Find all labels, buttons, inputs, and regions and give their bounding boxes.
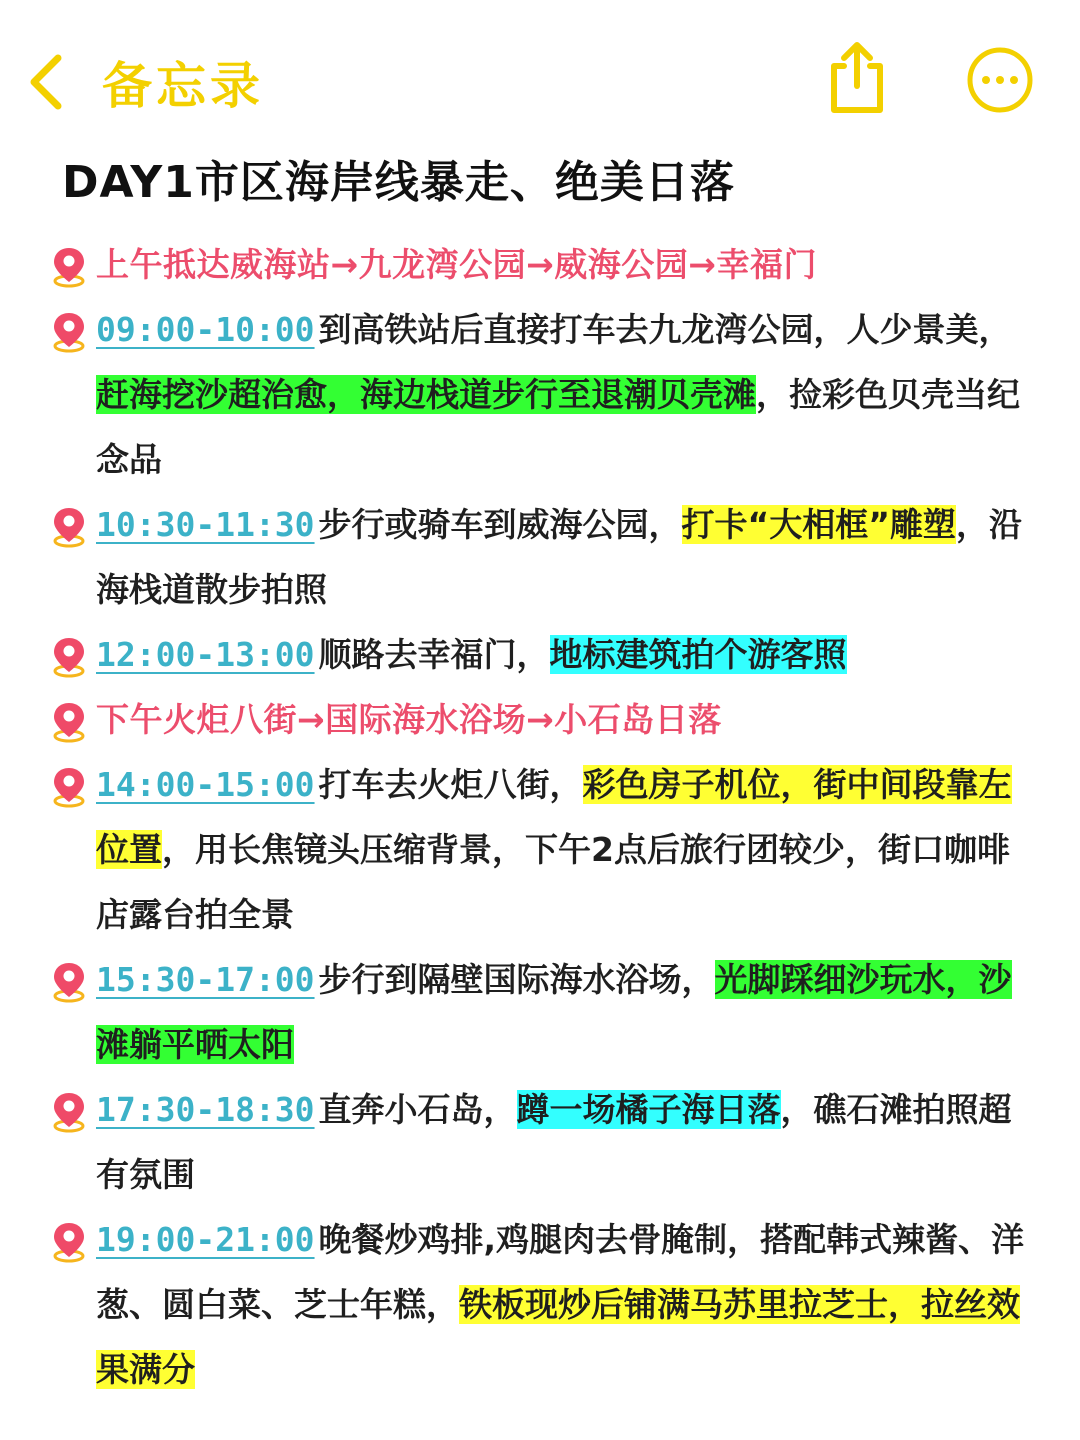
highlight-text: 蹲一场橘子海日落: [516, 1090, 781, 1129]
itinerary-item: [50, 492, 1040, 622]
itinerary-item: [50, 297, 1040, 492]
item-text: 顺路去幸福门，: [318, 635, 550, 674]
back-label: 备忘录: [102, 57, 264, 115]
item-text: ，捡彩色贝壳当纪念品: [96, 375, 1020, 479]
route-text: 下午火炬八街→国际海水浴场→小石岛日落: [96, 700, 722, 739]
page-title: DAY1市区海岸线暴走、绝美日落: [62, 157, 735, 208]
item-text: ，用长焦镜头压缩背景，下午2点后旅行团较少，街口咖啡店露台拍全景: [96, 830, 1010, 934]
share-icon[interactable]: [822, 40, 892, 116]
item-text: ，礁石滩拍照超有氛围: [96, 1090, 1012, 1194]
time-range: 15:30-17:00: [96, 960, 315, 999]
location-pin-icon: [50, 766, 88, 808]
item-text: ，沿海栈道散步拍照: [96, 505, 1022, 609]
location-pin-icon: [50, 1221, 88, 1263]
highlight-text: 地标建筑拍个游客照: [549, 635, 847, 674]
item-text: 直奔小石岛，: [318, 1090, 517, 1129]
item-text: 步行或骑车到威海公园，: [318, 505, 682, 544]
time-range: 10:30-11:30: [96, 505, 315, 544]
more-icon[interactable]: [966, 46, 1034, 114]
chevron-left-icon: [24, 52, 68, 112]
location-pin-icon: [50, 1091, 88, 1133]
highlight-text: 光脚踩细沙玩水，沙滩躺平晒太阳: [96, 960, 1012, 1064]
note-content: [50, 232, 1040, 1402]
item-text: 到高铁站后直接打车去九龙湾公园，人少景美，: [318, 310, 1012, 349]
location-pin-icon: [50, 506, 88, 548]
location-pin-icon: [50, 961, 88, 1003]
item-text: 打车去火炬八街，: [318, 765, 583, 804]
location-pin-icon: [50, 311, 88, 353]
item-text: 晚餐炒鸡排,鸡腿肉去骨腌制，搭配韩式辣酱、洋葱、圆白菜、芝士年糕，: [96, 1220, 1025, 1324]
location-pin-icon: [50, 246, 88, 288]
highlight-text: 铁板现炒后铺满马苏里拉芝士，拉丝效果满分: [96, 1285, 1020, 1389]
time-range: 19:00-21:00: [96, 1220, 315, 1259]
itinerary-item: [50, 1077, 1040, 1207]
route-text: 上午抵达威海站→九龙湾公园→威海公园→幸福门: [96, 245, 817, 284]
highlight-text: 打卡“大相框”雕塑: [681, 505, 956, 544]
route-heading-afternoon: [50, 687, 1040, 752]
itinerary-item: [50, 752, 1040, 947]
itinerary-item: [50, 947, 1040, 1077]
highlight-text: 赶海挖沙超治愈，海边栈道步行至退潮贝壳滩: [96, 375, 756, 414]
nav-bar: [0, 0, 1080, 150]
route-heading-morning: [50, 232, 1040, 297]
item-text: 步行到隔壁国际海水浴场，: [318, 960, 715, 999]
time-range: 17:30-18:30: [96, 1090, 315, 1129]
back-button[interactable]: [24, 44, 284, 120]
itinerary-item: [50, 1207, 1040, 1402]
highlight-text: 彩色房子机位，街中间段靠左位置: [96, 765, 1012, 869]
time-range: 12:00-13:00: [96, 635, 315, 674]
location-pin-icon: [50, 701, 88, 743]
itinerary-item: [50, 622, 1040, 687]
time-range: 14:00-15:00: [96, 765, 315, 804]
time-range: 09:00-10:00: [96, 310, 315, 349]
location-pin-icon: [50, 636, 88, 678]
